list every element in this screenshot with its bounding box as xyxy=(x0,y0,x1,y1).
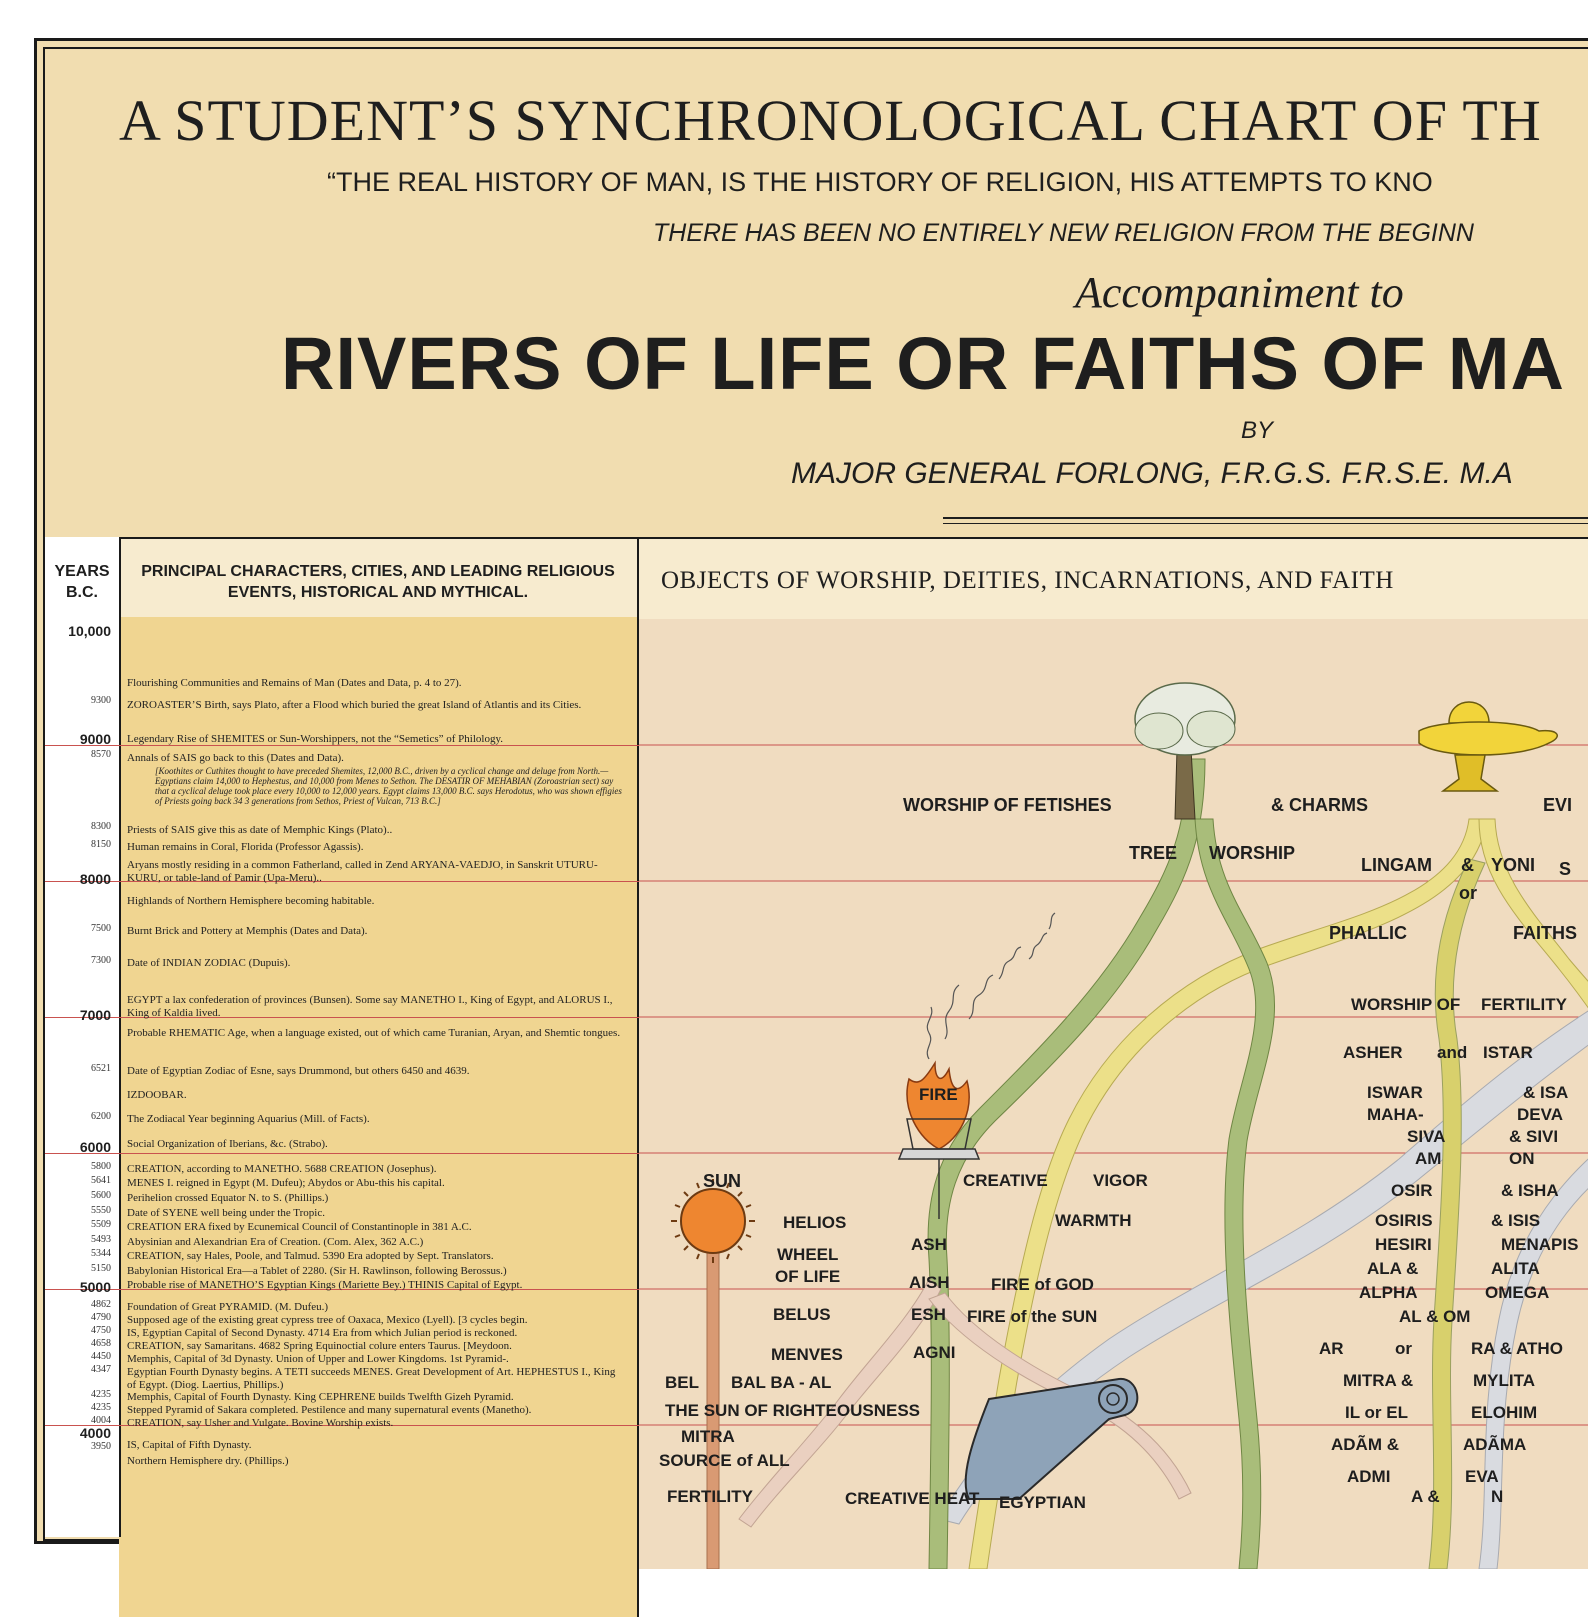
tree-icon xyxy=(1135,683,1235,819)
label-creative: CREATIVE xyxy=(963,1171,1048,1190)
event-25: Babylonian Historical Era—a Tablet of 2280. (Sir H. Rawlinson, following Berossus.) xyxy=(127,1265,507,1277)
event-32: Egyptian Fourth Dynasty begins. A TETI succeeds MENES. Great Development of Art. HEPHESTUS I., King of Egypt. (Diog. Laertius, Phillips.) xyxy=(127,1366,616,1391)
event-10: Burnt Brick and Pottery at Memphis (Dates and Data). xyxy=(127,925,368,937)
label-n: N xyxy=(1491,1487,1504,1506)
label-worship-of: WORSHIP OF xyxy=(1351,995,1461,1014)
label-il-el: IL or EL xyxy=(1345,1403,1408,1422)
event-19: MENES I. reigned in Egypt (M. Dufeu); Abydos or Abu-this his capital. xyxy=(127,1177,445,1189)
event-23: Abysinian and Alexandrian Era of Creation. (Com. Alex, 362 A.C.) xyxy=(127,1236,424,1248)
event-16: The Zodiacal Year beginning Aquarius (Mill. of Facts). xyxy=(127,1113,370,1125)
event-15: IZDOOBAR. xyxy=(127,1089,187,1101)
event-37: Northern Hemisphere dry. (Phillips.) xyxy=(127,1455,289,1467)
label-am: AM xyxy=(1415,1149,1442,1168)
label-of-life: OF LIFE xyxy=(775,1267,841,1286)
year-4750: 4750 xyxy=(91,1325,111,1336)
label-fire-of-god: FIRE of GOD xyxy=(991,1275,1094,1294)
label-lingam: LINGAM xyxy=(1361,855,1432,875)
label-agni: AGNI xyxy=(913,1343,956,1362)
worship-diagram xyxy=(639,619,1588,1569)
year-8300: 8300 xyxy=(91,821,111,832)
year-4000: 4000 xyxy=(79,1425,111,1441)
accompaniment-text: Accompaniment to xyxy=(1075,268,1404,317)
label-fire-of-sun: FIRE of the SUN xyxy=(967,1307,1098,1326)
event-2: ZOROASTER’S Birth, says Plato, after a Flood which buried the great Island of Atlantis and its Cities. xyxy=(127,699,582,711)
year-4862: 4862 xyxy=(91,1299,111,1310)
label-fertility: FERTILITY xyxy=(1481,995,1567,1014)
year-4450: 4450 xyxy=(91,1351,111,1362)
label-eva: EVA xyxy=(1465,1467,1499,1486)
label-admi: ADMI xyxy=(1347,1467,1391,1486)
label-and: and xyxy=(1437,1043,1468,1062)
event-13: Probable RHEMATIC Age, when a language existed, out of which came Turanian, Aryan, and Shemtic tongues. xyxy=(127,1027,621,1039)
year-4235-b: 4235 xyxy=(91,1402,111,1413)
year-7000: 7000 xyxy=(79,1007,111,1023)
years-header: YEARS B.C. xyxy=(54,563,110,601)
label-charms: & CHARMS xyxy=(1271,795,1368,815)
title-rule xyxy=(943,517,1588,519)
lingam-yoni-icon xyxy=(1419,702,1557,791)
event-11: Date of INDIAN ZODIAC (Dupuis). xyxy=(127,957,291,969)
event-28: Supposed age of the existing great cypress tree of Oaxaca, Mexico (Lyell). [3 cycles begin. xyxy=(127,1314,528,1326)
event-17: Social Organization of Iberians, &c. (Strabo). xyxy=(127,1138,328,1150)
event-36: IS, Capital of Fifth Dynasty. xyxy=(127,1439,252,1451)
main-title: RIVERS OF LIFE OR FAITHS OF MA xyxy=(281,322,1565,405)
event-22: CREATION ERA fixed by Ecunemical Council of Constantinople in 381 A.C. xyxy=(127,1221,472,1233)
year-6521: 6521 xyxy=(91,1063,111,1074)
label-aish: AISH xyxy=(909,1273,950,1292)
label-righteousness: THE SUN OF RIGHTEOUSNESS xyxy=(665,1401,921,1420)
event-18: CREATION, according to MANETHO. 5688 CREATION (Josephus). xyxy=(127,1163,437,1175)
label-istar: ISTAR xyxy=(1483,1043,1533,1062)
label-fertility-2: FERTILITY xyxy=(667,1487,753,1506)
event-1: Flourishing Communities and Remains of Man (Dates and Data, p. 4 to 27). xyxy=(127,677,462,689)
chart-title: A STUDENT’S SYNCHRONOLOGICAL CHART OF TH xyxy=(119,88,1542,153)
year-4790: 4790 xyxy=(91,1312,111,1323)
event-31: Memphis, Capital of 3d Dynasty. Union of Upper and Lower Kingdoms. 1st Pyramid-. xyxy=(127,1353,509,1365)
rivers-svg xyxy=(639,619,1588,1569)
label-maha: MAHA- xyxy=(1367,1105,1424,1124)
chart-inner-border xyxy=(43,47,1588,1541)
event-8: Aryans mostly residing in a common Fatherland, called in Zend ARYANA-VAEDJO, in Sanskrit UTURU-KURU, or table-land of Pamir (Upa-Meru).. xyxy=(127,859,598,884)
label-yoni: YONI xyxy=(1491,855,1536,875)
label-ala: ALA & xyxy=(1367,1259,1419,1278)
year-5550: 5550 xyxy=(91,1205,111,1216)
event-34: Stepped Pyramid of Sakara completed. Pestilence and many supernatural events (Manetho). xyxy=(127,1404,532,1416)
label-menapis: MENAPIS xyxy=(1501,1235,1579,1254)
label-faiths: FAITHS xyxy=(1513,923,1578,943)
label-ash: ASH xyxy=(911,1235,947,1254)
label-mitra-2: MITRA & xyxy=(1343,1371,1414,1390)
event-27: Foundation of Great PYRAMID. (M. Dufeu.) xyxy=(127,1301,329,1313)
yellow-river-center xyxy=(1429,859,1485,1569)
label-sivi: & SIVI xyxy=(1509,1127,1559,1146)
era-line-6000-left xyxy=(45,1153,639,1154)
label-on: ON xyxy=(1509,1149,1535,1168)
objects-header: OBJECTS OF WORSHIP, DEITIES, INCARNATIONS, AND FAITH xyxy=(661,567,1394,594)
label-fire: FIRE xyxy=(919,1085,958,1104)
label-worship: WORSHIP xyxy=(1209,843,1296,863)
label-or-2: or xyxy=(1395,1339,1412,1358)
label-or: or xyxy=(1459,883,1477,903)
year-10000: 10,000 xyxy=(68,623,111,639)
event-14: Date of Egyptian Zodiac of Esne, says Drummond, but others 6450 and 4639. xyxy=(127,1065,470,1077)
year-4658: 4658 xyxy=(91,1338,111,1349)
label-belus: BELUS xyxy=(773,1305,831,1324)
label-menves: MENVES xyxy=(771,1345,843,1364)
event-7: Human remains in Coral, Florida (Professor Agassis). xyxy=(127,841,364,853)
label-isis: & ISIS xyxy=(1491,1211,1541,1230)
label-osir: OSIR xyxy=(1391,1181,1433,1200)
label-phallic: PHALLIC xyxy=(1329,923,1407,943)
label-asher: ASHER xyxy=(1343,1043,1403,1062)
label-omega: OMEGA xyxy=(1485,1283,1550,1302)
year-8150: 8150 xyxy=(91,839,111,850)
year-7300: 7300 xyxy=(91,955,111,966)
label-siva: SIVA xyxy=(1407,1127,1446,1146)
quote-line-2: THERE HAS BEEN NO ENTIRELY NEW RELIGION FROM THE BEGINN xyxy=(653,219,1474,247)
label-adam: ADÃM & xyxy=(1331,1435,1399,1454)
label-iswar: ISWAR xyxy=(1367,1083,1423,1102)
event-21: Date of SYENE well being under the Tropic. xyxy=(127,1207,325,1219)
year-5344: 5344 xyxy=(91,1248,111,1259)
year-5000: 5000 xyxy=(79,1279,111,1295)
year-5641: 5641 xyxy=(91,1175,111,1186)
event-3: Legendary Rise of SHEMITES or Sun-Worshippers, not the “Semetics” of Philology. xyxy=(127,733,504,745)
label-tree: TREE xyxy=(1129,843,1178,863)
year-4347: 4347 xyxy=(91,1364,111,1375)
label-vigor: VIGOR xyxy=(1093,1171,1148,1190)
event-5: [Koothites or Cuthites thought to have preceded Shemites, 12,000 B.C., driven by a cyclical change and deluge from North.—Egyptians claim 14,000 to Hephestus, and 10,000 from Menes to Sethon. The DESATIR OF MEHABIAN (Zoroastrian sect) say that a cyclical deluge took place every 10,000 to 12,000 years. Egypt claims 13,000 B.C. says Herodotus, who was shown effigies of Priests going back 34 3 generations from Sethos, Priest of Vulcan, 713 B.C.] xyxy=(155,766,622,806)
label-helios: HELIOS xyxy=(783,1213,847,1232)
year-4004: 4004 xyxy=(91,1415,111,1426)
label-elohim: ELOHIM xyxy=(1471,1403,1538,1422)
event-26: Probable rise of MANETHO’S Egyptian Kings (Mariette Bey.) THINIS Capital of Egypt. xyxy=(127,1279,523,1291)
year-7500: 7500 xyxy=(91,923,111,934)
label-isa: & ISA xyxy=(1523,1083,1569,1102)
label-ra-atho: RA & ATHO xyxy=(1471,1339,1563,1358)
label-osiris: OSIRIS xyxy=(1375,1211,1433,1230)
event-9: Highlands of Northern Hemisphere becoming habitable. xyxy=(127,895,375,907)
label-deva: DEVA xyxy=(1517,1105,1563,1124)
author-line: MAJOR GENERAL FORLONG, F.R.G.S. F.R.S.E. M.A xyxy=(791,457,1513,490)
label-egyptian: EGYPTIAN xyxy=(999,1493,1086,1512)
scroll-icon xyxy=(966,1379,1138,1499)
label-bel: BEL xyxy=(665,1373,699,1392)
green-river-right xyxy=(1195,819,1275,1569)
chart-frame xyxy=(34,38,1588,1544)
event-35: CREATION, say Usher and Vulgate. Bovine Worship exists. xyxy=(127,1417,394,1429)
years-list xyxy=(45,49,117,1531)
event-24: CREATION, say Hales, Poole, and Talmud. 5390 Era adopted by Sept. Translators. xyxy=(127,1250,494,1262)
label-alita: ALITA xyxy=(1491,1259,1540,1278)
year-4235: 4235 xyxy=(91,1389,111,1400)
year-6200: 6200 xyxy=(91,1111,111,1122)
year-6000: 6000 xyxy=(79,1139,111,1155)
year-8570: 8570 xyxy=(91,749,111,760)
label-s: S xyxy=(1559,859,1572,879)
label-sun: SUN xyxy=(703,1171,742,1191)
label-adama: ADÃMA xyxy=(1463,1435,1527,1454)
label-warmth: WARMTH xyxy=(1055,1211,1132,1230)
label-amp: & xyxy=(1461,855,1474,875)
quote-line-1: “THE REAL HISTORY OF MAN, IS THE HISTORY OF RELIGION, HIS ATTEMPTS TO KNO xyxy=(327,167,1433,197)
year-5150: 5150 xyxy=(91,1263,111,1274)
year-5800: 5800 xyxy=(91,1161,111,1172)
label-a-amp: A & xyxy=(1411,1487,1440,1506)
label-ar: AR xyxy=(1319,1339,1344,1358)
label-source: SOURCE of ALL xyxy=(659,1451,790,1470)
events-header: PRINCIPAL CHARACTERS, CITIES, AND LEADING RELIGIOUS EVENTS, HISTORICAL AND MYTHICAL. xyxy=(141,563,615,601)
label-esh: ESH xyxy=(911,1305,946,1324)
smoke-icon xyxy=(927,913,1055,1059)
year-5509: 5509 xyxy=(91,1219,111,1230)
label-evi: EVI xyxy=(1543,795,1573,815)
year-3950: 3950 xyxy=(91,1441,111,1452)
label-wheel: WHEEL xyxy=(777,1245,839,1264)
label-mitra: MITRA xyxy=(681,1427,735,1446)
title-rule-thin xyxy=(943,523,1588,524)
event-33: Memphis, Capital of Fourth Dynasty. King CEPHRENE builds Twelfth Gizeh Pyramid. xyxy=(127,1391,514,1403)
by-line: BY xyxy=(1241,417,1274,444)
event-4: Annals of SAIS go back to this (Dates and Data). xyxy=(127,752,344,764)
label-alpha: ALPHA xyxy=(1359,1283,1418,1302)
label-fetishes: WORSHIP OF FETISHES xyxy=(903,795,1112,815)
year-5493: 5493 xyxy=(91,1234,111,1245)
event-6: Priests of SAIS give this as date of Memphic Kings (Plato).. xyxy=(127,824,393,836)
event-12: EGYPT a lax confederation of provinces (Bunsen). Some say MANETHO I., King of Egypt, and ALORUS I., King of Kaldia lived. xyxy=(127,994,613,1019)
label-al-om: AL & OM xyxy=(1399,1307,1471,1326)
event-29: IS, Egyptian Capital of Second Dynasty. 4714 Era from which Julian period is reckoned. xyxy=(127,1327,518,1339)
label-mylita: MYLITA xyxy=(1473,1371,1536,1390)
year-9300: 9300 xyxy=(91,695,111,706)
year-9000: 9000 xyxy=(79,731,111,747)
event-20: Perihelion crossed Equator N. to S. (Phillips.) xyxy=(127,1192,329,1204)
year-8000: 8000 xyxy=(79,871,111,887)
label-hesiri: HESIRI xyxy=(1375,1235,1432,1254)
label-creative-heat: CREATIVE HEAT xyxy=(845,1489,980,1508)
label-isha: & ISHA xyxy=(1501,1181,1559,1200)
label-bal: BAL BA - AL xyxy=(731,1373,832,1392)
event-30: CREATION, say Samaritans. 4682 Spring Equinoctial colure enters Taurus. [Meydoon. xyxy=(127,1340,512,1352)
year-5600: 5600 xyxy=(91,1190,111,1201)
